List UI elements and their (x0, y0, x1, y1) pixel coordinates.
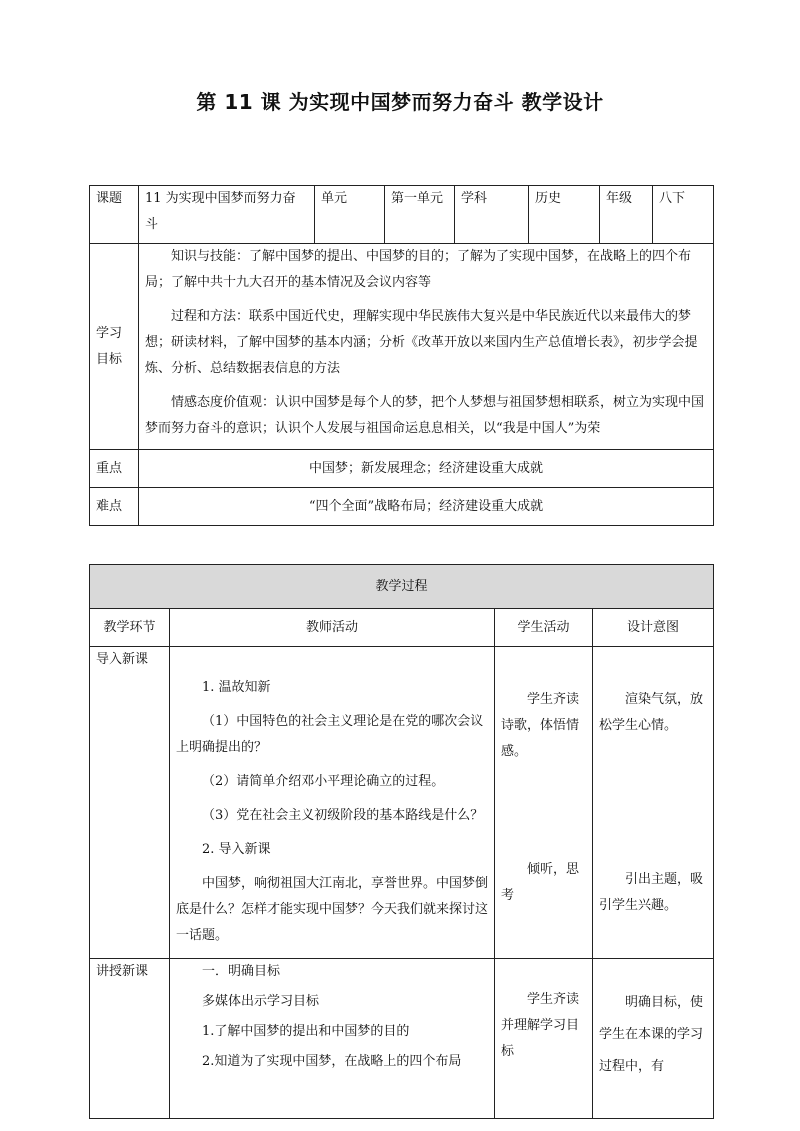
stage-cell: 讲授新课 (90, 959, 170, 1119)
process-title: 教学过程 (90, 565, 714, 609)
table-row (90, 959, 714, 1119)
intent-line: 渲染气氛，放松学生心情。 (599, 692, 704, 733)
stage-cell: 导入新课 (90, 647, 170, 959)
student-line: 学生齐读诗歌，体悟情感。 (501, 692, 580, 759)
grade-value: 八下 (653, 186, 714, 244)
objective-process: 过程和方法：联系中国近代史，理解实现中华民族伟大复兴是中华民族近代以来最伟大的梦想；研读材料，了解中国梦的基本内涵；分析《改革开放以来国内生产总值增长表》，初步学会提炼、分析、总结数据表信息的方法 (145, 309, 698, 376)
key-points-label: 重点 (90, 450, 139, 488)
intent-line: 引出主题，吸引学生兴趣。 (599, 872, 704, 913)
teacher-line: 1. 温故知新 (202, 680, 271, 695)
teacher-line: 2. 导入新课 (202, 842, 271, 857)
objectives-content (139, 244, 714, 450)
subject-value: 历史 (529, 186, 600, 244)
student-line: 学生齐读并理解学习目标 (501, 992, 580, 1059)
column-header-teacher: 教师活动 (170, 609, 495, 647)
intent-cell (593, 959, 714, 1119)
student-cell (495, 959, 593, 1119)
subject-label: 学科 (455, 186, 529, 244)
unit-value: 第一单元 (385, 186, 455, 244)
student-line: 倾听，思考 (501, 862, 580, 903)
teacher-cell (170, 959, 495, 1119)
column-header-intent: 设计意图 (593, 609, 714, 647)
teacher-line: （1）中国特色的社会主义理论是在党的哪次会议上明确提出的？ (176, 714, 484, 755)
intent-line: 明确目标，使学生在本课的学习过程中，有 (599, 995, 704, 1074)
key-points-value: 中国梦；新发展理念；经济建设重大成就 (139, 450, 714, 488)
teacher-line: 1.了解中国梦的提出和中国梦的目的 (202, 1024, 410, 1039)
objective-knowledge: 知识与技能：了解中国梦的提出、中国梦的目的；了解为了实现中国梦，在战略上的四个布局；了解中共十九大召开的基本情况及会议内容等 (145, 249, 692, 290)
unit-label: 单元 (315, 186, 385, 244)
page-title: 第 11 课 为实现中国梦而努力奋斗 教学设计 (196, 90, 604, 114)
objectives-label: 学习目标 (90, 244, 139, 450)
table-row (90, 647, 714, 959)
teacher-line: 中国梦，响彻祖国大江南北，享誉世界。中国梦倒底是什么？怎样才能实现中国梦？今天我们就来探讨这一话题。 (176, 876, 489, 943)
teacher-line: 一．明确目标 (202, 964, 281, 979)
intent-cell (593, 647, 714, 959)
info-table (89, 185, 714, 526)
grade-label: 年级 (600, 186, 653, 244)
teacher-line: 2.知道为了实现中国梦，在战略上的四个布局 (202, 1054, 462, 1069)
teacher-line: （2）请简单介绍邓小平理论确立的过程。 (202, 774, 445, 789)
difficulties-label: 难点 (90, 488, 139, 526)
student-cell (495, 647, 593, 959)
teacher-cell (170, 647, 495, 959)
objective-emotion: 情感态度价值观：认识中国梦是每个人的梦，把个人梦想与祖国梦想相联系，树立为实现中国梦而努力奋斗的意识；认识个人发展与祖国命运息息相关，以“我是中国人”为荣 (145, 395, 705, 436)
column-header-student: 学生活动 (495, 609, 593, 647)
teaching-process-table (89, 564, 714, 1119)
column-header-stage: 教学环节 (90, 609, 170, 647)
topic-label: 课题 (90, 186, 139, 244)
topic-value: 11 为实现中国梦而努力奋斗 (139, 186, 315, 244)
difficulties-value: “四个全面”战略布局；经济建设重大成就 (139, 488, 714, 526)
teacher-line: 多媒体出示学习目标 (202, 994, 320, 1009)
teacher-line: （3）党在社会主义初级阶段的基本路线是什么？ (202, 808, 484, 823)
